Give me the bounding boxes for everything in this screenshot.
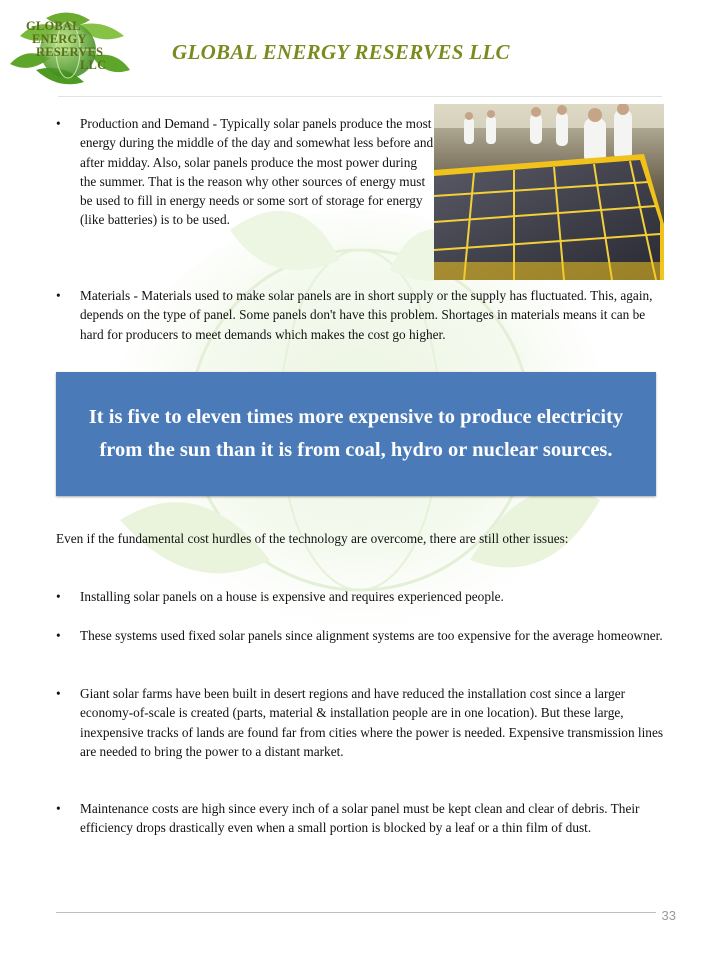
issue-bullet — [56, 799, 666, 838]
issues-intro: Even if the fundamental cost hurdles of the technology are overcome, there are still other issues: — [56, 531, 569, 546]
issue-bullet — [56, 587, 666, 606]
bullet-icon: • — [56, 288, 61, 303]
logo-line: ENERGY — [32, 32, 87, 46]
bullet-icon: • — [56, 116, 61, 131]
footer-divider — [56, 912, 656, 913]
production-demand-bullet — [56, 114, 436, 230]
issue-bullet — [56, 626, 666, 645]
company-logo — [6, 6, 132, 90]
bullet-text: Production and Demand - Typically solar panels produce the most energy during the middle of the day and somewhat less before and after midday. Also, solar panels produce the most power during the summer. That is the reason why other sources of energy must be used to fill in energy needs or some sort of storage for energy (like batteries) is to be used. — [80, 116, 434, 228]
page-number: 33 — [661, 908, 676, 923]
logo-line: RESERVES — [36, 45, 104, 59]
bullet-text: Maintenance costs are high since every inch of a solar panel must be kept clean and clear of debris. Their efficiency drops drastically even when a small portion is blocked by a leaf or a thin film of dust. — [80, 801, 640, 836]
bullet-icon: • — [56, 686, 61, 701]
bullet-icon: • — [56, 801, 61, 816]
header-divider — [58, 96, 662, 97]
logo-line: LLC — [80, 58, 107, 72]
logo-line: GLOBAL — [26, 19, 81, 33]
materials-bullet — [56, 286, 666, 344]
bullet-icon: • — [56, 628, 61, 643]
bullet-text: Materials - Materials used to make solar panels are in short supply or the supply has fluctuated. This, again, depends on the type of panel. Some panels don't have this problem. Shortages in materials means it can be hard for producers to meet demands which makes the cost go higher. — [80, 288, 653, 342]
page-title: GLOBAL ENERGY RESERVES LLC — [172, 40, 510, 64]
bullet-text: Giant solar farms have been built in desert regions and have reduced the installation cost since a larger economy-of-scale is created (parts, material & installation people are in one location). But these large, inexpensive tracks of lands are found far from cities where the power is needed. Expensive transmission lines are needed to bring the power to a distant market. — [80, 686, 664, 759]
bullet-icon: • — [56, 589, 61, 604]
cost-callout-box — [56, 372, 656, 496]
issue-bullet — [56, 684, 666, 761]
bullet-text: These systems used fixed solar panels since alignment systems are too expensive for the average homeowner. — [80, 628, 663, 643]
solar-panel-factory-photo — [434, 104, 664, 280]
logo-wordmark — [26, 20, 136, 72]
bullet-text: Installing solar panels on a house is expensive and requires experienced people. — [80, 589, 504, 604]
callout-text: It is five to eleven times more expensive to produce electricity from the sun than it is from coal, hydro or nuclear sources. — [88, 406, 624, 461]
